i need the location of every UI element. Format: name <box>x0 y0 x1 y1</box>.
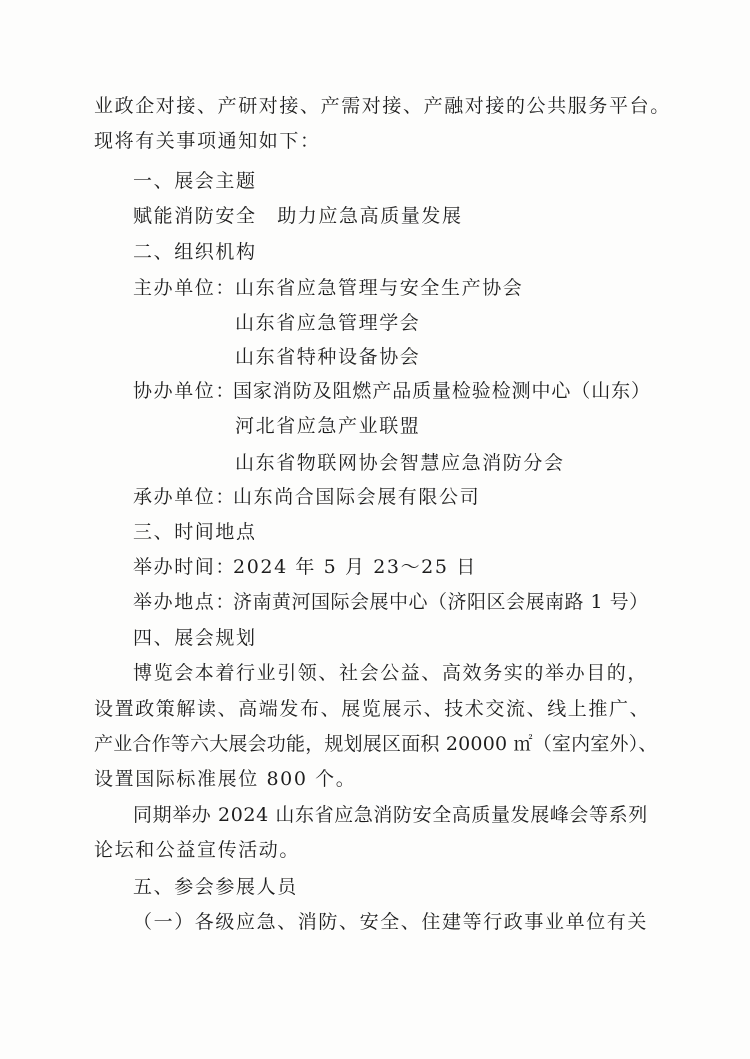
intro-line-1: 业政企对接、产研对接、产需对接、产融对接的公共服务平台。 <box>94 95 671 117</box>
intro-line-2: 现将有关事项通知如下： <box>94 130 321 152</box>
undertaker-organization: 山东尚合国际会展有限公司 <box>233 486 481 508</box>
undertaker-label: 承办单位： <box>133 486 237 508</box>
paragraph-line: 同期举办 2024 山东省应急消防安全高质量发展峰会等系列 <box>133 804 648 826</box>
section-5-heading: 五、参会参展人员 <box>133 876 298 898</box>
host-organization: 山东省应急管理学会 <box>235 312 421 334</box>
place-value: 济南黄河国际会展中心（济阳区会展南路 1 号） <box>233 591 649 613</box>
paragraph-line: 产业合作等六大展会功能，规划展区面积 20000 ㎡（室内室外）、 <box>94 733 658 755</box>
place-label: 举办地点： <box>133 591 237 613</box>
exhibition-theme: 赋能消防安全 助力应急高质量发展 <box>133 205 463 227</box>
section-3-heading: 三、时间地点 <box>133 521 257 543</box>
co-organizer-label: 协办单位： <box>133 380 237 402</box>
paragraph-line: 设置政策解读、高端发布、展览展示、技术交流、线上推广、 <box>94 698 651 720</box>
co-organizer: 国家消防及阻燃产品质量检验检测中心（山东） <box>233 380 651 402</box>
paragraph-line: 设置国际标准展位 800 个。 <box>94 768 357 790</box>
time-label: 举办时间： <box>133 556 237 578</box>
section-2-heading: 二、组织机构 <box>133 241 257 263</box>
time-value: 2024 年 5 月 23～25 日 <box>233 556 477 578</box>
paragraph-line: 论坛和公益宣传活动。 <box>94 839 301 861</box>
host-label: 主办单位： <box>133 277 237 299</box>
section-4-heading: 四、展会规划 <box>133 627 257 649</box>
section-1-heading: 一、展会主题 <box>133 170 257 192</box>
co-organizer: 山东省物联网协会智慧应急消防分会 <box>235 452 565 474</box>
co-organizer: 河北省应急产业联盟 <box>235 415 421 437</box>
host-organization: 山东省特种设备协会 <box>235 346 421 368</box>
paragraph-line: 博览会本着行业引领、社会公益、高效务实的举办目的， <box>133 662 649 684</box>
host-organization: 山东省应急管理与安全生产协会 <box>235 277 524 299</box>
paragraph-line: （一）各级应急、消防、安全、住建等行政事业单位有关 <box>133 911 649 933</box>
